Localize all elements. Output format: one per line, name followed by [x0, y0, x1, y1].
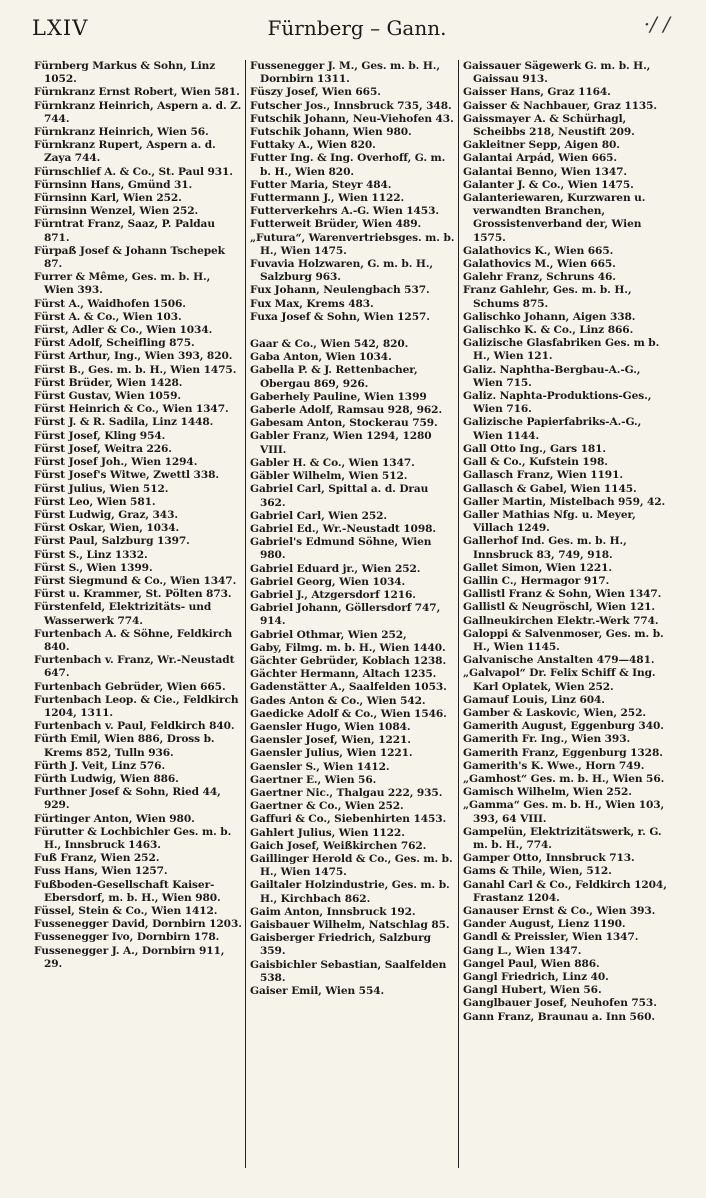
directory-entry: Fürst Paul, Salzburg 1397.: [34, 535, 190, 548]
directory-entry: Futter Maria, Steyr 484.: [250, 178, 392, 191]
directory-entry: Ganauser Ernst & Co., Wien 393.: [463, 905, 656, 917]
directory-entry: Fürnsinn Karl, Wien 252.: [34, 192, 182, 205]
directory-entry: Fuss Hans, Wien 1257.: [34, 865, 168, 878]
directory-entry: Gamper Otto, Innsbruck 713.: [463, 852, 635, 865]
directory-entry: Fürnkranz Heinrich, Aspern a. d. Z. 744.: [34, 99, 242, 125]
directory-entry: Fürst Heinrich & Co., Wien 1347.: [34, 403, 229, 416]
directory-entry: Gaensler S., Wien 1412.: [250, 760, 390, 773]
directory-entry: Fürst Julius, Wien 512.: [34, 482, 169, 495]
directory-entry: Galanter J. & Co., Wien 1475.: [463, 178, 634, 191]
directory-entry: Fuß Franz, Wien 252.: [34, 852, 160, 865]
directory-entry: Galischko K. & Co., Linz 866.: [463, 324, 634, 337]
directory-entry: Galathovics K., Wien 665.: [463, 244, 614, 257]
directory-entry: Gallin C., Hermagor 917.: [463, 574, 610, 587]
directory-entry: Fürst Josef's Witwe, Zwettl 338.: [34, 469, 219, 482]
directory-entry: Fürst Ludwig, Graz, 343.: [34, 508, 178, 521]
directory-entry: Ganglbauer Josef, Neuhofen 753.: [463, 997, 657, 1010]
directory-entry: Gaich Josef, Weißkirchen 762.: [250, 839, 427, 852]
directory-entry: Gaffuri & Co., Siebenhirten 1453.: [250, 813, 447, 826]
directory-entry: Gaberhely Pauline, Wien 1399: [250, 390, 427, 403]
directory-entry: Gabriel's Edmund Söhne, Wien 980.: [250, 536, 432, 562]
directory-entry: Futterweit Brüder, Wien 489.: [250, 218, 422, 231]
directory-entry: Gallet Simon, Wien 1221.: [463, 561, 612, 574]
section-gap: [250, 324, 456, 338]
directory-entry: Furtenbach A. & Söhne, Feldkirch 840.: [34, 627, 233, 653]
directory-entry: Galler Mathias Nfg. u. Meyer, Villach 1249.: [463, 508, 636, 535]
directory-entry: Fürnkranz Ernst Robert, Wien 581.: [34, 86, 240, 99]
directory-entry: Gabler H. & Co., Wien 1347.: [250, 456, 415, 469]
directory-entry: Fürth Ludwig, Wien 886.: [34, 772, 179, 785]
directory-entry: Gang L., Wien 1347.: [463, 944, 582, 957]
directory-entry: Gabriel Georg, Wien 1034.: [250, 575, 406, 588]
directory-entry: Fürnberg Markus & Sohn, Linz 1052.: [34, 60, 216, 86]
directory-entry: Fux Johann, Neulengbach 537.: [250, 284, 430, 297]
directory-entry: Fürst A., Waidhofen 1506.: [34, 297, 186, 310]
directory-entry: Fux Max, Krems 483.: [250, 297, 374, 310]
directory-entry: Gamerith August, Eggenburg 340.: [463, 720, 664, 733]
directory-entry: Galizische Papierfabriks-A.-G., Wien 1144.: [463, 416, 642, 442]
directory-entry: Fürpaß Josef & Johann Tschepek 87.: [34, 244, 225, 271]
directory-entry: Gamerith's K. Wwe., Horn 749.: [463, 759, 645, 772]
directory-entry: Gaillinger Herold & Co., Ges. m. b. H., Wien 1475.: [250, 852, 453, 879]
directory-entry: Gabriel Ed., Wr.-Neustadt 1098.: [250, 522, 436, 535]
directory-entry: Gaim Anton, Innsbruck 192.: [250, 905, 416, 918]
directory-entry: Fürntrat Franz, Saaz, P. Paldau 871.: [34, 218, 215, 244]
column-2: [245, 60, 458, 1168]
directory-entry: Fürst S., Wien 1399.: [34, 561, 153, 574]
directory-entry: Fürst J. & R. Sadila, Linz 1448.: [34, 416, 214, 429]
directory-entry: Fürtinger Anton, Wien 980.: [34, 812, 195, 825]
directory-entry: Gampelün, Elektrizitätswerk, r. G. m. b. H., 774.: [463, 825, 662, 851]
directory-entry: Fuvavia Holzwaren, G. m. b. H., Salzburg 963.: [250, 258, 433, 284]
directory-entry: „Futura“, Warenvertriebsges. m. b. H., Wien 1475.: [250, 231, 455, 257]
directory-entry: Gaisser Hans, Graz 1164.: [463, 86, 611, 99]
directory-entry: Fürst B., Ges. m. b. H., Wien 1475.: [34, 363, 237, 376]
directory-entry: Fürst Josef, Kling 954.: [34, 429, 166, 442]
directory-entry: Fürst Siegmund & Co., Wien 1347.: [34, 574, 237, 587]
directory-entry: Furtenbach Gebrüder, Wien 665.: [34, 680, 226, 693]
directory-entry: Gamauf Louis, Linz 604.: [463, 693, 605, 706]
directory-entry: Gaertner E., Wien 56.: [250, 773, 377, 786]
directory-entry: Fürutter & Lochbichler Ges. m. b. H., Innsbruck 1463.: [34, 825, 232, 851]
directory-entry: Ganahl Carl & Co., Feldkirch 1204, Frastanz 1204.: [463, 878, 667, 904]
directory-entry: Gahlert Julius, Wien 1122.: [250, 826, 405, 839]
directory-entry: Gächter Hermann, Altach 1235.: [250, 668, 437, 681]
directory-entry: Fürstenfeld, Elektrizitäts- und Wasserwerk 774.: [34, 601, 212, 627]
directory-entry: Fürnsinn Hans, Gmünd 31.: [34, 178, 193, 191]
directory-entry: Gaensler Josef, Wien, 1221.: [250, 734, 411, 747]
directory-entry: Gamber & Laskovic, Wien, 252.: [463, 706, 646, 719]
directory-entry: Fürst, Adler & Co., Wien 1034.: [34, 324, 213, 337]
directory-entry: Gann Franz, Braunau a. Inn 560.: [463, 1010, 655, 1023]
directory-columns: [32, 60, 678, 1168]
directory-entry: Futterverkehrs A.-G. Wien 1453.: [250, 205, 439, 218]
directory-entry: Galiz. Naphtha-Bergbau-A.-G., Wien 715.: [463, 363, 641, 389]
directory-entry: Futtaky A., Wien 820.: [250, 139, 376, 152]
directory-entry: Fürst Oskar, Wien, 1034.: [34, 522, 180, 535]
page-title: Fürnberg – Gann.: [267, 16, 447, 40]
directory-entry: Fürnsinn Wenzel, Wien 252.: [34, 205, 199, 218]
directory-entry: Gall Otto Ing., Gars 181.: [463, 442, 606, 455]
directory-entry: Fürnkranz Rupert, Aspern a. d. Zaya 744.: [34, 139, 216, 165]
directory-entry: Gailtaler Holzindustrie, Ges. m. b. H., Kirchbach 862.: [250, 879, 450, 905]
directory-entry: Gabriel Johann, Göllersdorf 747, 914.: [250, 602, 441, 628]
directory-entry: „Gamma“ Ges. m. b. H., Wien 103, 393, 64 VIII.: [463, 799, 665, 825]
column-3: [458, 60, 671, 1168]
directory-entry: Galvanische Anstalten 479—481.: [463, 654, 655, 667]
directory-entry: Gabesam Anton, Stockerau 759.: [250, 417, 438, 430]
directory-entry: Gabriel Carl, Spittal a. d. Drau 362.: [250, 483, 429, 509]
directory-entry: Gaisser & Nachbauer, Graz 1135.: [463, 99, 657, 112]
directory-entry: Gaissmayer A. & Schürhagl, Scheibbs 218, Neustift 209.: [463, 112, 635, 139]
directory-entry: „Gamhost“ Ges. m. b. H., Wien 56.: [463, 772, 665, 785]
directory-entry: Gallasch & Gabel, Wien 1145.: [463, 482, 637, 495]
directory-entry: Gallistl & Neugröschl, Wien 121.: [463, 601, 655, 614]
directory-entry: Fürth J. Veit, Linz 576.: [34, 759, 166, 772]
directory-entry: Füszy Josef, Wien 665.: [250, 86, 381, 99]
directory-entry: Gander August, Lienz 1190.: [463, 918, 626, 931]
directory-entry: Gaisbauer Wilhelm, Natschlag 85.: [250, 919, 450, 931]
directory-entry: Gabriel Eduard jr., Wien 252.: [250, 562, 421, 575]
column-1: [32, 60, 245, 1168]
directory-entry: Gaby, Filmg. m. b. H., Wien 1440.: [250, 641, 446, 654]
directory-entry: Galoppi & Salvenmoser, Ges. m. b. H., Wien 1145.: [463, 627, 664, 653]
page-header: [32, 12, 682, 48]
directory-entry: Gaissauer Sägewerk G. m. b. H., Gaissau 913.: [463, 60, 651, 86]
directory-entry: Gabler Franz, Wien 1294, 1280 VIII.: [250, 430, 432, 456]
directory-entry: Füssel, Stein & Co., Wien 1412.: [34, 905, 218, 917]
directory-entry: Gaisbichler Sebastian, Saalfelden 538.: [250, 958, 447, 984]
directory-entry: Fußboden-Gesellschaft Kaiser-Ebersdorf, m. b. H., Wien 980.: [34, 878, 221, 904]
directory-entry: Gaertner Nic., Thalgau 222, 935.: [250, 786, 443, 799]
page-number: LXIV: [32, 16, 89, 40]
directory-entry: Fürst Arthur, Ing., Wien 393, 820.: [34, 350, 233, 363]
directory-entry: Gall & Co., Kufstein 198.: [463, 456, 608, 469]
directory-entry: Galanteriewaren, Kurzwaren u. verwandten Branchen, Grossistenverband der, Wien 1575.: [463, 192, 646, 244]
directory-entry: Gadenstätter A., Saalfelden 1053.: [250, 681, 447, 694]
directory-entry: Gaba Anton, Wien 1034.: [250, 351, 392, 364]
directory-entry: Fussenegger David, Dornbirn 1203.: [34, 918, 242, 931]
directory-entry: Fürst u. Krammer, St. Pölten 873.: [34, 588, 232, 601]
directory-entry: Gades Anton & Co., Wien 542.: [250, 694, 426, 707]
directory-entry: Fürst Gustav, Wien 1059.: [34, 390, 181, 403]
directory-entry: Fürst Leo, Wien 581.: [34, 495, 156, 508]
directory-entry: Fussenegger J. M., Ges. m. b. H., Dornbirn 1311.: [250, 60, 440, 86]
directory-entry: Gaiser Emil, Wien 554.: [250, 985, 385, 998]
directory-entry: Futschik Johann, Wien 980.: [250, 126, 412, 139]
directory-entry: Futter Ing. & Ing. Overhoff, G. m. b. H., Wien 820.: [250, 152, 446, 178]
directory-entry: Gallasch Franz, Wien 1191.: [463, 469, 623, 482]
directory-entry: Gabella P. & J. Rettenbacher, Obergau 869, 926.: [250, 364, 418, 390]
directory-entry: Gamerith Fr. Ing., Wien 393.: [463, 733, 631, 746]
directory-entry: Gaensler Hugo, Wien 1084.: [250, 720, 411, 733]
directory-entry: Fussenegger J. A., Dornbirn 911, 29.: [34, 944, 225, 970]
directory-entry: Gakleitner Sepp, Aigen 80.: [463, 139, 620, 152]
directory-entry: Fürst A. & Co., Wien 103.: [34, 310, 182, 323]
directory-entry: Gams & Thile, Wien, 512.: [463, 865, 612, 878]
directory-entry: Galischko Johann, Aigen 338.: [463, 310, 636, 323]
directory-entry: Gallistl Franz & Sohn, Wien 1347.: [463, 588, 662, 601]
directory-entry: Futtermann J., Wien 1122.: [250, 192, 405, 205]
directory-entry: Gangel Paul, Wien 886.: [463, 957, 600, 970]
directory-entry: Gaberle Adolf, Ramsau 928, 962.: [250, 404, 443, 417]
directory-entry: Gallerhof Ind. Ges. m. b. H., Innsbruck 83, 749, 918.: [463, 535, 627, 561]
directory-entry: Galehr Franz, Schruns 46.: [463, 271, 616, 284]
directory-entry: Franz Gahlehr, Ges. m. b. H., Schums 875.: [463, 284, 632, 310]
directory-entry: Gaisberger Friedrich, Salzburg 359.: [250, 932, 431, 958]
directory-entry: Furtenbach v. Franz, Wr.-Neustadt 647.: [34, 654, 235, 680]
directory-entry: Gaedicke Adolf & Co., Wien 1546.: [250, 707, 447, 720]
directory-entry: Fuxa Josef & Sohn, Wien 1257.: [250, 310, 430, 323]
directory-entry: Galathovics M., Wien 665.: [463, 258, 616, 271]
directory-entry: Gabriel J., Atzgersdorf 1216.: [250, 588, 416, 601]
directory-entry: Furtenbach v. Paul, Feldkirch 840.: [34, 720, 235, 733]
directory-entry: Gabriel Othmar, Wien 252,: [250, 628, 407, 641]
directory-entry: Gaertner & Co., Wien 252.: [250, 800, 404, 813]
directory-entry: Galantai Benno, Wien 1347.: [463, 165, 627, 178]
corner-pencil-mark: ·/ /: [643, 12, 670, 36]
directory-entry: Fürst Adolf, Scheifling 875.: [34, 337, 195, 350]
directory-entry: Futschik Johann, Neu-Viehofen 43.: [250, 112, 454, 125]
directory-entry: Furtenbach Leop. & Cie., Feldkirch 1204, 1311.: [34, 693, 239, 719]
directory-entry: Gangl Hubert, Wien 56.: [463, 984, 602, 997]
directory-entry: Fürst Brüder, Wien 1428.: [34, 376, 183, 389]
directory-entry: Fürnkranz Heinrich, Wien 56.: [34, 126, 209, 139]
directory-entry: Fussenegger Ivo, Dornbirn 178.: [34, 931, 220, 944]
directory-entry: Gangl Friedrich, Linz 40.: [463, 971, 609, 984]
directory-entry: Fürst Josef, Weitra 226.: [34, 442, 172, 455]
directory-entry: Gabriel Carl, Wien 252.: [250, 509, 388, 522]
directory-entry: Gaensler Julius, Wien 1221.: [250, 747, 413, 760]
directory-entry: Fürst S., Linz 1332.: [34, 548, 148, 561]
directory-entry: Futscher Jos., Innsbruck 735, 348.: [250, 99, 452, 112]
directory-entry: Gäbler Wilhelm, Wien 512.: [250, 470, 408, 483]
directory-entry: Gamerith Franz, Eggenburg 1328.: [463, 746, 663, 759]
directory-entry: Gaar & Co., Wien 542, 820.: [250, 338, 409, 351]
directory-entry: Galizische Glasfabriken Ges. m b. H., Wien 121.: [463, 337, 660, 363]
directory-entry: Galler Martin, Mistelbach 959, 42.: [463, 495, 666, 508]
directory-entry: Gallneukirchen Elektr.-Werk 774.: [463, 614, 659, 627]
directory-entry: „Galvapol“ Dr. Felix Schiff & Ing. Karl Oplatek, Wien 252.: [463, 667, 656, 693]
directory-entry: Gamisch Wilhelm, Wien 252.: [463, 786, 632, 799]
directory-entry: Furthner Josef & Sohn, Ried 44, 929.: [34, 786, 221, 812]
directory-entry: Furrer & Même, Ges. m. b. H., Wien 393.: [34, 271, 211, 297]
directory-entry: Fürnschlief A. & Co., St. Paul 931.: [34, 165, 233, 178]
directory-entry: Fürth Emil, Wien 886, Dross b. Krems 852, Tulln 936.: [34, 733, 215, 759]
directory-entry: Galantai Arpád, Wien 665.: [463, 152, 617, 165]
directory-entry: Galiz. Naphta-Produktions-Ges., Wien 716.: [463, 390, 652, 416]
directory-entry: Gandl & Preissler, Wien 1347.: [463, 931, 639, 944]
directory-entry: Fürst Josef Joh., Wien 1294.: [34, 456, 198, 469]
directory-entry: Gächter Gebrüder, Koblach 1238.: [250, 654, 447, 667]
